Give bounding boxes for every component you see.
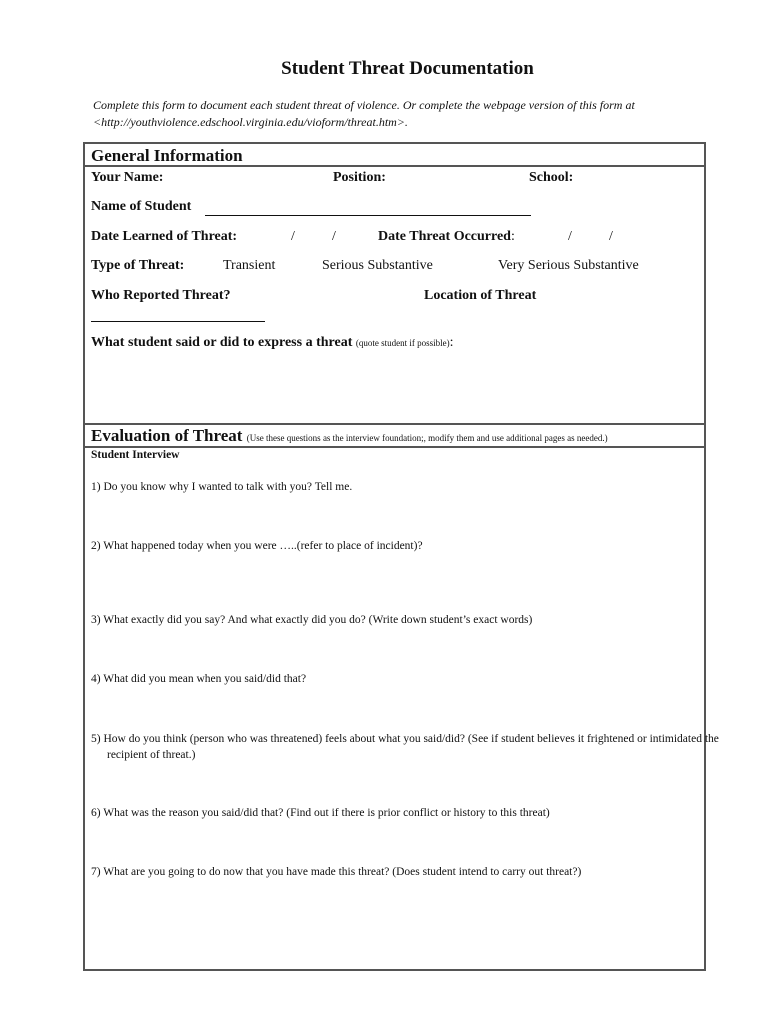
- what-student-said-colon: :: [449, 335, 454, 350]
- date-learned-slash-1: /: [291, 229, 295, 244]
- date-occurred-label: [378, 229, 515, 245]
- date-occurred-text: Date Threat Occurred: [378, 229, 511, 244]
- question-1: 1) Do you know why I wanted to talk with you? Tell me.: [91, 481, 353, 493]
- evaluation-note: (Use these questions as the interview foundation;, modify them and use additional pages as needed.): [246, 433, 608, 443]
- what-student-said-note: (quote student if possible): [355, 338, 450, 348]
- who-reported-label: Who Reported Threat?: [91, 288, 231, 303]
- threat-type-transient[interactable]: Transient: [223, 258, 276, 273]
- question-5: 5) How do you think (person who was threatened) feels about what you said/did? (See if student believes it frightened or intimidated the recipient of threat.): [91, 733, 719, 761]
- question-2: 2) What happened today when you were …..(refer to place of incident)?: [91, 540, 423, 552]
- who-reported-field[interactable]: [91, 321, 265, 322]
- school-label: School:: [529, 170, 574, 185]
- date-occurred-slash-1: /: [568, 229, 572, 244]
- date-occurred-slash-2: /: [609, 229, 613, 244]
- position-label: Position:: [333, 170, 386, 185]
- threat-type-serious-substantive[interactable]: Serious Substantive: [322, 258, 433, 273]
- date-occurred-colon: :: [510, 229, 515, 244]
- general-information-header: General Information: [91, 146, 243, 165]
- evaluation-header-text: Evaluation of Threat: [91, 426, 243, 445]
- section-divider: [85, 165, 704, 167]
- date-learned-slash-2: /: [332, 229, 336, 244]
- evaluation-section: [83, 423, 719, 971]
- student-interview-subheader: Student Interview: [91, 449, 180, 461]
- what-student-said-text: What student said or did to express a threat: [91, 335, 353, 350]
- name-of-student-field[interactable]: [205, 215, 531, 216]
- intro-text: Complete this form to document each student threat of violence. Or complete the webpage version of this form at <http://youthviolence.edschool.virginia.edu/vioform/threat.htm>.: [93, 98, 635, 129]
- what-student-said-label: [91, 335, 454, 351]
- question-7: 7) What are you going to do now that you have made this threat? (Does student intend to carry out threat?): [91, 866, 582, 878]
- type-of-threat-label: Type of Threat:: [91, 258, 185, 273]
- section-divider: [85, 446, 704, 448]
- question-3: 3) What exactly did you say? And what exactly did you do? (Write down student’s exact words): [91, 614, 533, 626]
- general-information-section: [83, 142, 706, 425]
- threat-type-very-serious-substantive[interactable]: Very Serious Substantive: [498, 258, 639, 273]
- page-title: Student Threat Documentation: [281, 58, 534, 79]
- your-name-label: Your Name:: [91, 170, 164, 185]
- name-of-student-label: Name of Student: [91, 199, 192, 214]
- question-6: 6) What was the reason you said/did that? (Find out if there is prior conflict or history to this threat): [91, 807, 550, 819]
- date-learned-label: Date Learned of Threat:: [91, 229, 238, 244]
- location-label: Location of Threat: [424, 288, 537, 303]
- question-4: 4) What did you mean when you said/did that?: [91, 673, 307, 685]
- evaluation-header: [91, 426, 608, 446]
